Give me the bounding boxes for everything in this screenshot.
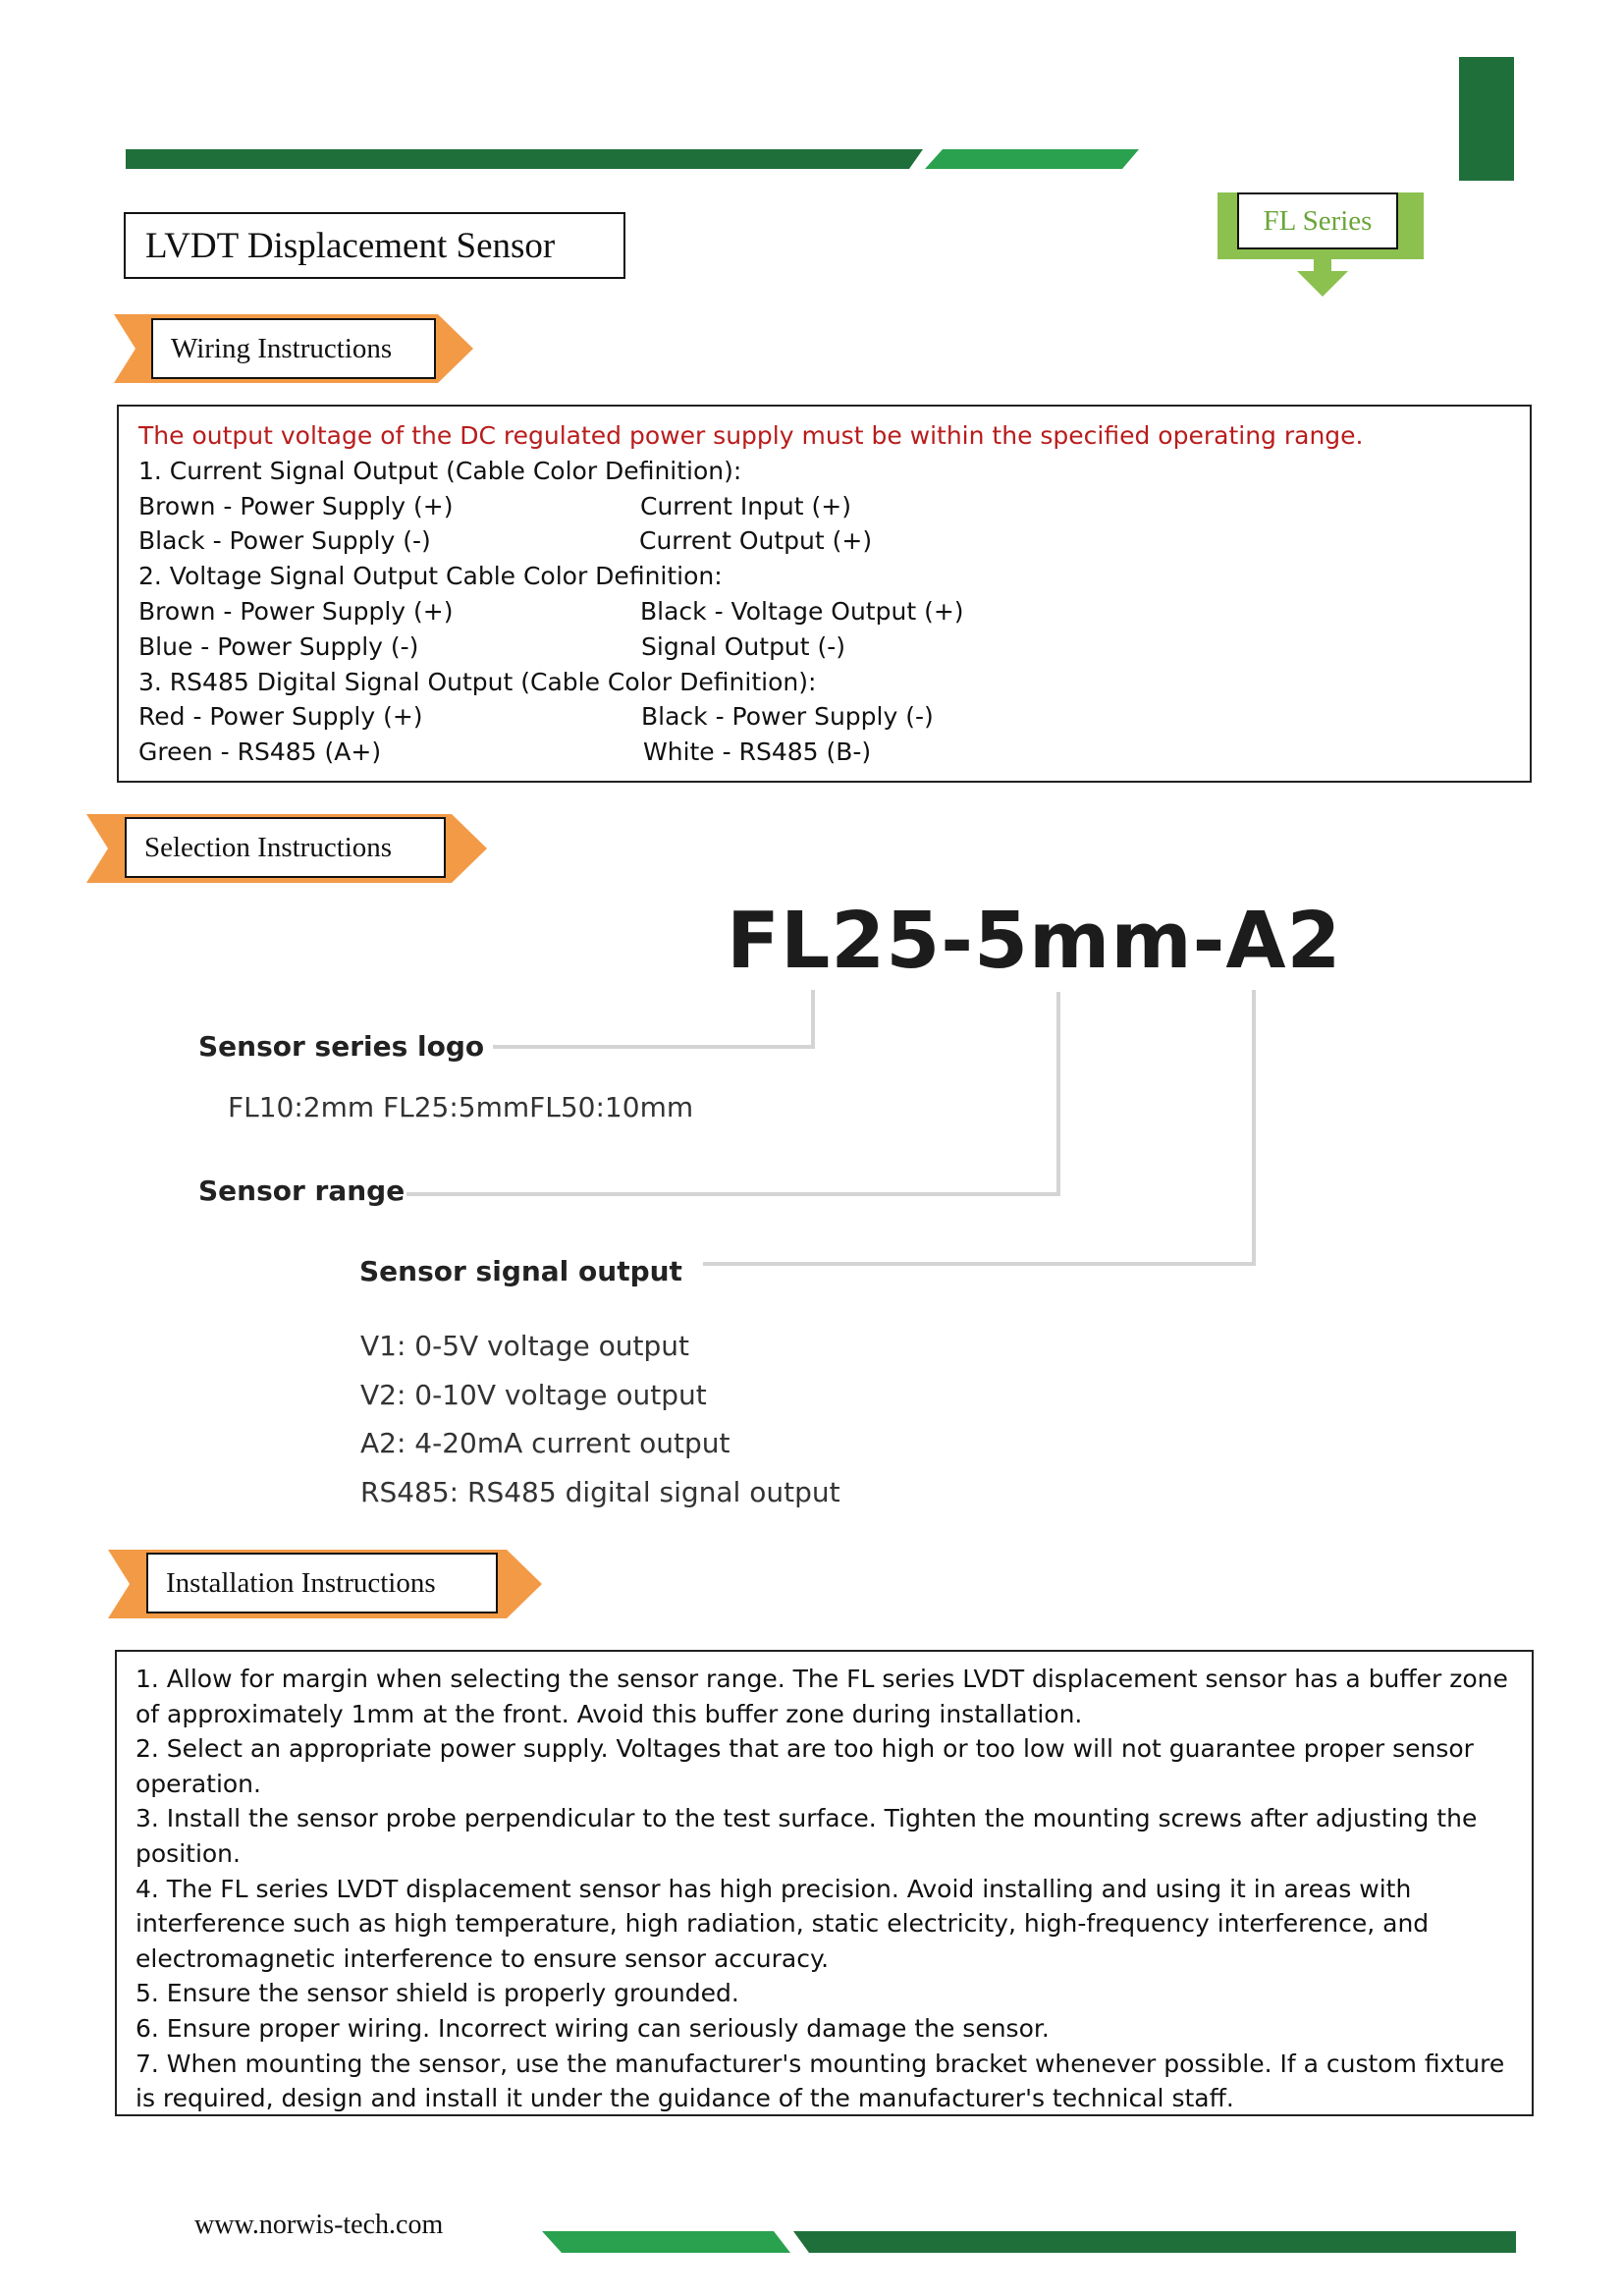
- signal-label: Sensor signal output: [359, 1255, 682, 1287]
- series-tag-label: FL Series: [1237, 192, 1398, 249]
- signal-option: A2: 4-20mA current output: [360, 1427, 730, 1459]
- series-logo-values: FL10:2mm FL25:5mmFL50:10mm: [228, 1091, 694, 1123]
- model-code: FL25-5mm-A2: [727, 896, 1342, 986]
- page-title: LVDT Displacement Sensor: [124, 212, 625, 279]
- installation-heading: Installation Instructions: [146, 1553, 498, 1613]
- installation-item: 2. Select an appropriate power supply. Voltages that are too high or too low will not guarantee proper sensor operation.: [135, 1734, 1474, 1798]
- installation-item: 3. Install the sensor probe perpendicular to the test surface. Tighten the mounting screws after adjusting the position.: [135, 1804, 1478, 1868]
- footer-green-bar: [0, 2219, 1623, 2259]
- wiring-row: Brown - Power Supply (+) Current Input (+): [138, 491, 851, 520]
- installation-box: [115, 1650, 1534, 2116]
- wiring-row: Red - Power Supply (+) Black - Power Supply (-): [138, 702, 934, 732]
- installation-item: 1. Allow for margin when selecting the sensor range. The FL series LVDT displacement sensor has a buffer zone of approximately 1mm at the front. Avoid this buffer zone during installation.: [135, 1665, 1508, 1728]
- series-logo-label: Sensor series logo: [198, 1030, 485, 1063]
- wiring-warning: The output voltage of the DC regulated power supply must be within the specified operating range.: [138, 421, 1364, 450]
- wiring-row: 3. RS485 Digital Signal Output (Cable Color Definition):: [138, 667, 817, 696]
- wiring-row: Green - RS485 (A+) White - RS485 (B-): [138, 738, 872, 767]
- installation-item: 7. When mounting the sensor, use the manufacturer's mounting bracket whenever possible. If a custom fixture is required, design and install it under the guidance of the manufacturer's technical staff.: [135, 2049, 1505, 2113]
- footer-url[interactable]: www.norwis-tech.com: [194, 2210, 444, 2240]
- installation-item: 5. Ensure the sensor shield is properly grounded.: [135, 1979, 739, 2008]
- selection-heading: Selection Instructions: [125, 817, 446, 878]
- installation-item: 4. The FL series LVDT displacement sensor has high precision. Avoid installing and using it in areas with interference such as high temperature, high radiation, static electricity, high-frequency interference, and electromagnetic interference to ensure sensor accuracy.: [135, 1874, 1430, 1973]
- wiring-row: Black - Power Supply (-) Current Output (+): [138, 526, 873, 556]
- wiring-row: 2. Voltage Signal Output Cable Color Definition:: [138, 562, 723, 591]
- installation-content: [135, 1662, 1520, 2116]
- installation-item: 6. Ensure proper wiring. Incorrect wiring can seriously damage the sensor.: [135, 2013, 1050, 2043]
- signal-option: V1: 0-5V voltage output: [360, 1330, 689, 1362]
- wiring-row: Blue - Power Supply (-) Signal Output (-): [138, 631, 846, 661]
- wiring-row: Brown - Power Supply (+) Black - Voltage Output (+): [138, 596, 964, 626]
- range-label: Sensor range: [198, 1175, 406, 1207]
- wiring-heading: Wiring Instructions: [151, 318, 436, 379]
- wiring-row: 1. Current Signal Output (Cable Color Definition):: [138, 456, 742, 485]
- signal-option: V2: 0-10V voltage output: [360, 1379, 707, 1411]
- signal-option: RS485: RS485 digital signal output: [360, 1476, 840, 1508]
